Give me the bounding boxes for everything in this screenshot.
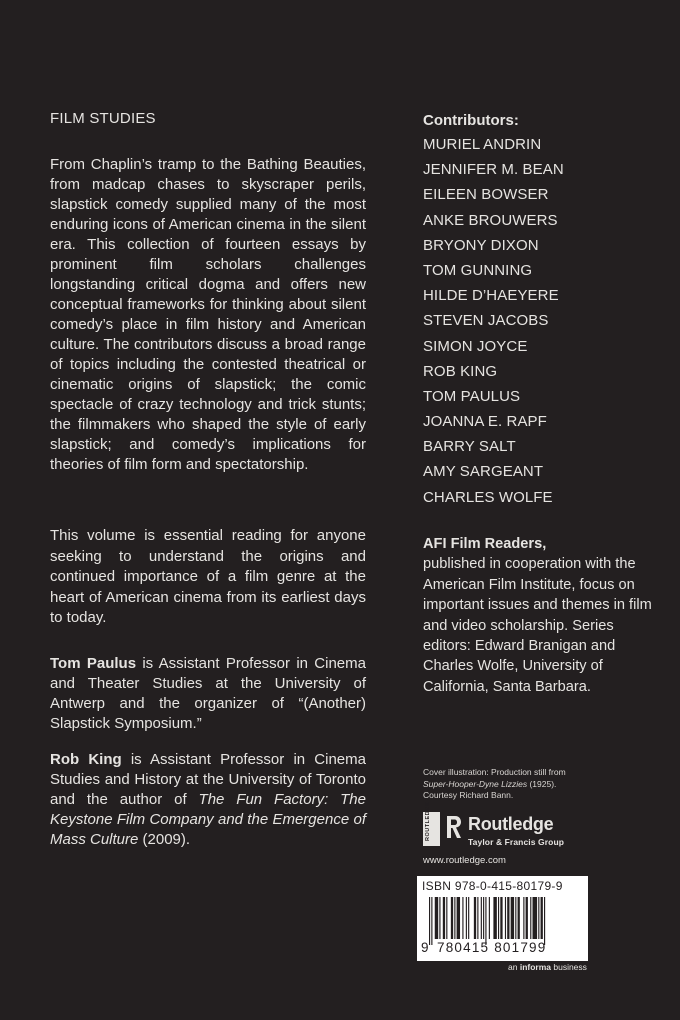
contributor: TOM GUNNING (423, 261, 533, 279)
barcode-bar (533, 897, 538, 939)
cover-illustration-credit (423, 767, 566, 802)
informa-prefix: an (508, 962, 520, 972)
barcode-bar (500, 897, 502, 939)
informa-brand: informa (519, 962, 551, 972)
barcode-bar (493, 897, 496, 939)
barcode-bar (446, 897, 447, 939)
publisher-group: Taylor & Francis Group (468, 837, 565, 847)
contributor: EILEEN BOWSER (423, 186, 549, 204)
barcode-bar (457, 897, 460, 939)
informa-tagline (508, 962, 587, 972)
informa-suffix: business (551, 962, 587, 972)
contributor: ANKE BROUWERS (423, 211, 558, 229)
series-description (423, 534, 663, 697)
editor-bio-text: is Assistant Professor in Cinema Studies and History at the University of Toronto and the author of (50, 751, 366, 808)
editor-bio-text: is Assistant Professor in Cinema and Theater Studies at the University of Antwerp and the organizer of “(Another) Slapstick Symposium.” (50, 655, 366, 732)
barcode-bar (511, 897, 514, 939)
barcode-bar (454, 897, 455, 939)
publisher-website: www.routledge.com (423, 855, 506, 866)
barcode-bar (541, 897, 543, 939)
isbn-number: ISBN 978-0-415-80179-9 (422, 879, 563, 893)
contributors-heading: Contributors: (423, 112, 519, 129)
barcode-bar (477, 897, 478, 939)
contributor: JENNIFER M. BEAN (423, 161, 564, 179)
barcode-bar (474, 897, 476, 939)
reading-recommendation: This volume is essential reading for anyone seeking to understand the origins and continued importance of a film genre at the heart of American cinema from its earliest days to today. (50, 527, 366, 626)
barcode-bar (505, 897, 506, 939)
barcode-bar (530, 897, 531, 939)
barcode-bar (544, 897, 545, 945)
barcode-bar (468, 897, 469, 939)
routledge-spine-text: ROUTLEDGE (425, 801, 431, 841)
book-title: The Fun Factory: The Keystone Film Company and the Emergence of Mass Culture (50, 791, 366, 848)
contributors-list (423, 132, 564, 510)
contributor: MURIEL ANDRIN (423, 136, 542, 153)
barcode-bar (498, 897, 499, 939)
contributor: BRYONY DIXON (423, 236, 539, 254)
barcode-icon (429, 897, 579, 945)
editor-bio-paulus (50, 654, 366, 734)
barcode-bar (435, 897, 438, 939)
barcode-bar (507, 897, 509, 939)
publisher-name: Routledge (468, 814, 554, 834)
barcode-bar (526, 897, 528, 939)
contributor: TOM PAULUS (423, 387, 521, 405)
cover-film-year: (1925). (527, 778, 557, 789)
barcode-bar (466, 897, 467, 939)
barcode-bar (518, 897, 520, 939)
barcode-bar (451, 897, 453, 939)
series-title: AFI Film Readers, (423, 536, 547, 552)
barcode-bar (431, 897, 432, 945)
book-description: From Chaplin’s tramp to the Bathing Beauties, from madcap chases to skyscraper perils, slapstick comedy supplied many of the most enduring icons of American cinema in the silent era. This collection of fourteen essays by prominent film scholars challenges longstanding critical dogma and offers new conceptual frameworks for thinking about silent comedy’s place in film history and American culture. The contributors discuss a broad range of topics including the contested theatrical or cinematic origins of slapstick; the comic spectacle of crazy technology and trick stunts; the filmmakers who shaped the style of early slapstick; and comedy’s implications for theories of film form and spectatorship. (50, 156, 366, 473)
barcode-bar (429, 897, 430, 945)
category-heading: FILM STUDIES (50, 110, 156, 127)
series-text: published in cooperation with the American Film Institute, focus on important issues and themes in film and video scholarship. Series editors: Edward Branigan and Charles Wolfe, University of California, Santa Barbara. (423, 556, 652, 695)
contributor: JOANNA E. RAPF (423, 413, 547, 431)
routledge-spine-logo (423, 801, 440, 846)
barcode-bar (538, 897, 539, 939)
cover-film-title: Super-Hooper-Dyne Lizzies (423, 778, 528, 789)
barcode-bar (481, 897, 482, 939)
contributor: BARRY SALT (423, 438, 516, 456)
editor-name: Tom Paulus (50, 655, 137, 672)
contributor: STEVEN JACOBS (423, 312, 549, 330)
editor-name: Rob King (50, 751, 122, 768)
cover-credit-line: Courtesy Richard Bann. (423, 790, 514, 800)
barcode-bar (483, 897, 484, 939)
cover-credit-line: Cover illustration: Production still from (423, 767, 566, 777)
routledge-r-icon (445, 814, 463, 840)
contributor: ROB KING (423, 362, 498, 380)
publisher-logo (423, 801, 663, 847)
barcode-bar (523, 897, 524, 939)
barcode-bar (485, 897, 486, 945)
contributor: HILDE D’HAEYERE (423, 287, 559, 305)
barcode-digits: 780415 801799 (437, 940, 547, 955)
barcode-bar (462, 897, 463, 939)
cover-credit-line (423, 779, 566, 791)
barcode-bar (443, 897, 445, 939)
contributor: SIMON JOYCE (423, 337, 528, 355)
barcode-first-digit: 9 (421, 940, 429, 955)
barcode-bar (439, 897, 440, 939)
editor-bio-text: (2009). (138, 831, 191, 848)
barcode-bar (489, 897, 490, 939)
barcode-bar (515, 897, 516, 939)
contributor: CHARLES WOLFE (423, 488, 553, 506)
editor-bio-king (50, 750, 366, 850)
contributor: AMY SARGEANT (423, 463, 544, 481)
isbn-barcode-box (417, 876, 588, 961)
